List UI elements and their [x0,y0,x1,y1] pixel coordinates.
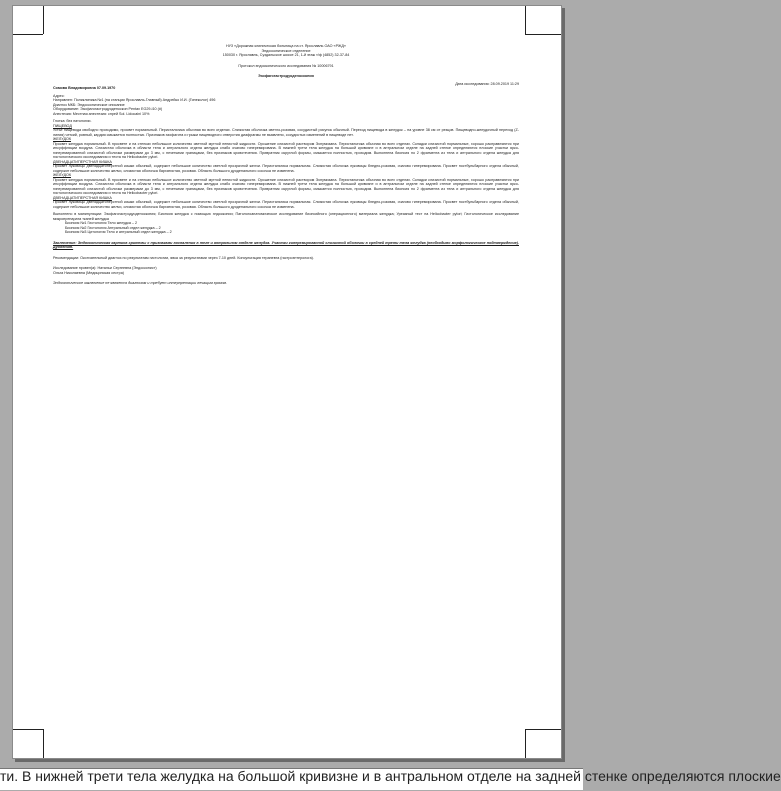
crop-mark [525,729,561,730]
protocol-sheet [53,44,519,286]
disclaimer: Эндоскопическое заключение не является диагнозом и требует интерпретации лечащим врачом. [53,281,228,285]
meta-line: Оборудование: Эзофагогастродуоденоскоп Pentax EG29-i10 (#) [53,107,163,111]
meta-line: Диагноз МКБ: Эндоскопическое описание [53,102,125,107]
finding-text: Устье пищевода свободно проходимо, просвет нормальный. Перистальтика обычная во всех отделах. Слизистая оболочка светло-розовая, сосудистый рисунок обычный. Переход пищевода в желудок – на уровне 38 см от резцов. Пищеводно-желудочный переход (Z-линия) четкий, ровный, кардия смыкается полностью. Признаков эзофагита и грыжи пищеводного отверстия диафрагмы не выявлено, сосудистых изменений в пищеводе нет. [53,128,519,137]
department: Эндоскопическое отделение [261,48,311,53]
conclusion: Заключение: Эндоскопическая картина эритемы с признаками воспаления в теле и антральном отделе желудка. Участки гиперемированной слизистой оболочки в средней трети тела желудка (необходимо морфологическое подтверждение). Дуоденит. [53,240,519,249]
biopsy-intro: Выполнено в манипуляции: Эзофагогастродуоденоскопия; Биопсия желудка с помощью эндоскопии; Патологоанатомическое исследование биопсийного (операционного) материала желудка; Уреазный тест на Helicobacter pylori; Гистологическое исследование микропрепарата тканей желудка [53,212,519,221]
background-document-strip [0,768,781,790]
finding-text: Просвет желудка нормальный. В просвете и на стенках небольшое количество светлой мутной пенистой жидкости. Орошение слизистой раствором Эспумизана. Перистальтика обычная во всех отделах. Складки слизистой нормальные, хорошо расправляются при инсуффляции воздуха. Слизистая оболочка в области тела и антрального отдела желудка слабо очагово гиперемирована. В нижней трети тела желудка на большой кривизне и в антральном отделе на задней стенке определяются плоские участки ярко-гиперемированной слизистой оболочки размерами до 3 мм, с нечеткими границами, без признаков кровотечения. Привратник округлой формы, смыкается полностью, проходим. Выполнена биопсия по 2 фрагмента из тела и антрального отдела желудка для гистологического исследования и теста на Helicobacter pylori. [53,177,519,195]
biopsy-list [53,221,519,235]
crop-mark [525,729,526,758]
crop-mark [525,6,526,34]
section-heading: ДВЕНАДЦАТИПЕРСТНАЯ КИШКА [53,159,112,164]
exam-meta [53,94,519,117]
biopsy-item: Биопсия №3 Цитология Тело и антральный отдел желудка – 2 [65,230,172,234]
finding-text: Просвет луковицы двенадцатиперстной кишки обычный, содержит небольшое количество светлой прозрачной желчи. Перистальтика нормальная. Слизистая оболочка луковицы бледно-розовая, очагово гиперемирована. Просвет постбульбарного отдела обычный, содержит небольшое количество желчи, слизистая оболочка бархатистая, розовая. Область большого дуоденального сосочка не изменена. [53,164,519,173]
crop-mark [13,34,43,35]
section-heading: ДВЕНАДЦАТИПЕРСТНАЯ КИШКА [53,195,112,200]
recommendation: Рекомендации: Окончательный диагноз по результатам гистологии, явка за результатами через 7-10 дней. Консультация терапевта (гастроэнтеролога). [53,255,314,260]
crop-mark [525,34,561,35]
findings [53,119,519,209]
section-heading: ЖЕЛУДОК [53,137,71,141]
background-text: ти. В нижней трети тела желудка на большой кривизне и в антральном отделе на задней стенке определяются плоские [0,768,781,784]
org-address: 150030 г. Ярославль, Суздальское шоссе 21, 1-й этаж т/ф (4852) 32-37-84 [222,53,350,57]
meta-line: Анестезия: Местная анестезия: спрей Sol. Lidocaini 10% [53,111,150,116]
document-page [12,5,562,759]
finding-text: Глотка: без патологии. [53,119,92,123]
meta-line: Направлен: Поликлиника №1 (на станции Ярославль-Главный) Андрейко И.И. (Гинеколог) 496 [53,98,216,102]
exam-title: Эзофагогастродуоденоскопия [258,74,314,78]
section-heading: ЖЕЛУДОК [53,173,71,177]
protocol-number: Протокол эндоскопического исследования № 10006791 [238,63,334,68]
biopsy-item: Биопсия №2 Гистология Антральный отдел желудка – 2 [65,225,161,230]
crop-mark [13,729,43,730]
finding-text: Просвет луковицы двенадцатиперстной кишки обычный, содержит небольшое количество светлой прозрачной желчи. Перистальтика нормальная. Слизистая оболочка луковицы бледно-розовая, очагово гиперемирована. Просвет постбульбарного отдела обычный, содержит небольшое количество желчи, слизистая оболочка бархатистая, розовая. Область большого дуоденального сосочка не изменена. [53,200,519,209]
nurse: Ольга Николаевна (Медицинская сестра) [53,270,125,275]
patient-name: Сомова Владимировна 07.09.1970 [53,86,116,90]
exam-date: Дата исследования: 28.09.2019 11:29 [455,81,519,86]
org-name: НУЗ «Дорожная клиническая больница на ст. Ярославль ОАО «РЖД» [226,44,346,48]
biopsy-item: Биопсия №1 Гистология Тело желудка – 2 [65,221,138,225]
crop-mark [43,729,44,758]
doctor: Исследование провел(а): Натальи Сергеевна (Эндоскопист) [53,266,157,270]
crop-mark [43,6,44,34]
meta-line: Адрес: [53,93,65,98]
section-heading: ПИЩЕВОД [53,123,72,128]
finding-text: Просвет желудка нормальный. В просвете и на стенках небольшое количество светлой мутной пенистой жидкости. Орошение слизистой раствором Эспумизана. Перистальтика обычная во всех отделах. Складки слизистой нормальные, хорошо расправляются при инсуффляции воздуха. Слизистая оболочка в области тела и антрального отдела желудка слабо очагово гиперемирована. В нижней трети тела желудка на большой кривизне и в антральном отделе на задней стенке определяются плоские участки ярко-гиперемированной слизистой оболочки размерами до 3 мм, с нечеткими границами, без признаков кровотечения. Привратник округлой формы, смыкается полностью, проходим. Выполнена биопсия по 2 фрагмента из тела и антрального отдела желудка для гистологического исследования и теста на Helicobacter pylori. [53,141,519,159]
